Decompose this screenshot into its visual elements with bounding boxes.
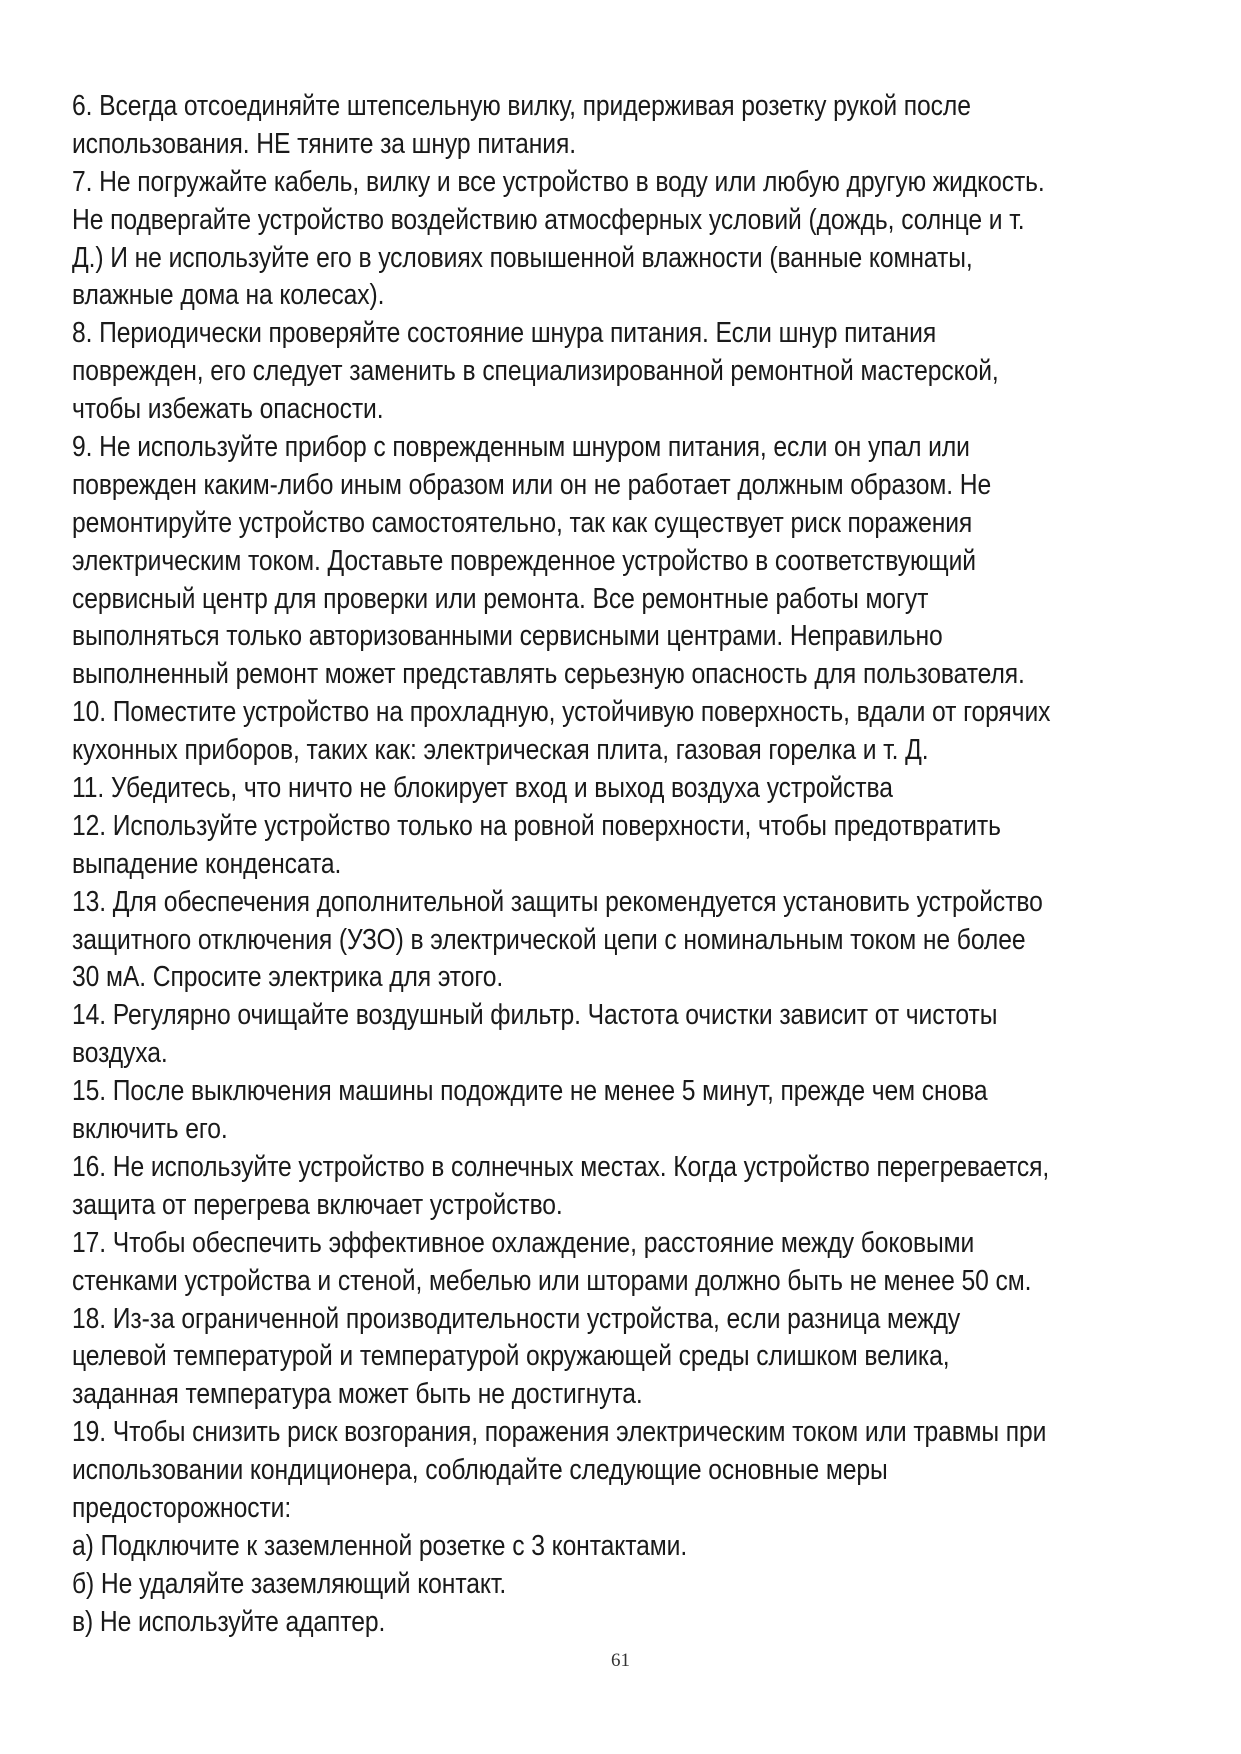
text-line-9-g: выполненный ремонт может представлять серьезную опасность для пользователя. <box>72 658 1025 691</box>
text-line-7-a: 7. Не погружайте кабель, вилку и все устройство в воду или любую другую жидкость. <box>72 165 1045 198</box>
text-line-9-a: 9. Не используйте прибор с поврежденным шнуром питания, если он упал или <box>72 431 970 464</box>
text-line-13-b: защитного отключения (УЗО) в электрической цепи с номинальным током не более <box>72 923 1026 956</box>
text-line-19-item-c: в) Не используйте адаптер. <box>72 1605 386 1638</box>
text-line-19-a: 19. Чтобы снизить риск возгорания, поражения электрическим током или травмы при <box>72 1416 1047 1449</box>
text-line-9-d: электрическим током. Доставьте поврежденное устройство в соответствующий <box>72 544 976 577</box>
text-line-14-a: 14. Регулярно очищайте воздушный фильтр. Частота очистки зависит от чистоты <box>72 999 998 1032</box>
text-line-7-d: влажные дома на колесах). <box>72 279 385 312</box>
instructions-body <box>72 88 1182 1642</box>
text-line-19-c: предосторожности: <box>72 1491 292 1524</box>
text-line-15-a: 15. После выключения машины подождите не менее 5 минут, прежде чем снова <box>72 1075 988 1108</box>
text-line-8-a: 8. Периодически проверяйте состояние шнура питания. Если шнур питания <box>72 317 937 350</box>
text-line-12-b: выпадение конденсата. <box>72 847 342 880</box>
text-line-6-a: 6. Всегда отсоединяйте штепсельную вилку, придерживая розетку рукой после <box>72 90 971 122</box>
text-line-8-b: поврежден, его следует заменить в специализированной ремонтной мастерской, <box>72 355 999 388</box>
text-line-18-c: заданная температура может быть не достигнута. <box>72 1378 643 1411</box>
text-line-8-c: чтобы избежать опасности. <box>72 393 384 426</box>
text-line-13-a: 13. Для обеспечения дополнительной защиты рекомендуется установить устройство <box>72 885 1043 918</box>
text-line-7-b: Не подвергайте устройство воздействию атмосферных условий (дождь, солнце и т. <box>72 203 1025 236</box>
text-line-6-b: использования. НЕ тяните за шнур питания. <box>72 127 576 160</box>
text-line-9-f: выполняться только авторизованными сервисными центрами. Неправильно <box>72 620 943 653</box>
text-line-9-e: сервисный центр для проверки или ремонта. Все ремонтные работы могут <box>72 582 929 615</box>
text-line-17-a: 17. Чтобы обеспечить эффективное охлаждение, расстояние между боковыми <box>72 1226 975 1259</box>
text-line-19-b: использовании кондиционера, соблюдайте следующие основные меры <box>72 1454 888 1487</box>
text-line-17-b: стенками устройства и стеной, мебелью или шторами должно быть не менее 50 см. <box>72 1264 1032 1297</box>
text-line-15-b: включить его. <box>72 1113 228 1146</box>
text-line-7-c: Д.) И не используйте его в условиях повышенной влажности (ванные комнаты, <box>72 241 973 274</box>
text-line-13-c: 30 мА. Спросите электрика для этого. <box>72 961 504 994</box>
text-line-10-a: 10. Поместите устройство на прохладную, устойчивую поверхность, вдали от горячих <box>72 696 1051 729</box>
text-line-16-b: защита от перегрева включает устройство. <box>72 1188 563 1221</box>
text-line-18-b: целевой температурой и температурой окружающей среды слишком велика, <box>72 1340 950 1373</box>
text-line-16-a: 16. Не используйте устройство в солнечных местах. Когда устройство перегревается, <box>72 1150 1050 1183</box>
text-line-11: 11. Убедитесь, что ничто не блокирует вход и выход воздуха устройства <box>72 772 893 805</box>
text-line-9-c: ремонтируйте устройство самостоятельно, так как существует риск поражения <box>72 506 973 539</box>
text-line-14-b: воздуха. <box>72 1037 168 1070</box>
text-line-19-item-a: а) Подключите к заземленной розетке с 3 контактами. <box>72 1529 688 1562</box>
text-line-12-a: 12. Используйте устройство только на ровной поверхности, чтобы предотвратить <box>72 809 1001 842</box>
text-line-18-a: 18. Из-за ограниченной производительности устройства, если разница между <box>72 1302 961 1335</box>
page-number: 61 <box>611 1650 630 1671</box>
text-line-10-b: кухонных приборов, таких как: электрическая плита, газовая горелка и т. Д. <box>72 734 929 767</box>
text-line-19-item-b: б) Не удаляйте заземляющий контакт. <box>72 1567 507 1600</box>
text-line-9-b: поврежден каким-либо иным образом или он не работает должным образом. Не <box>72 468 992 501</box>
